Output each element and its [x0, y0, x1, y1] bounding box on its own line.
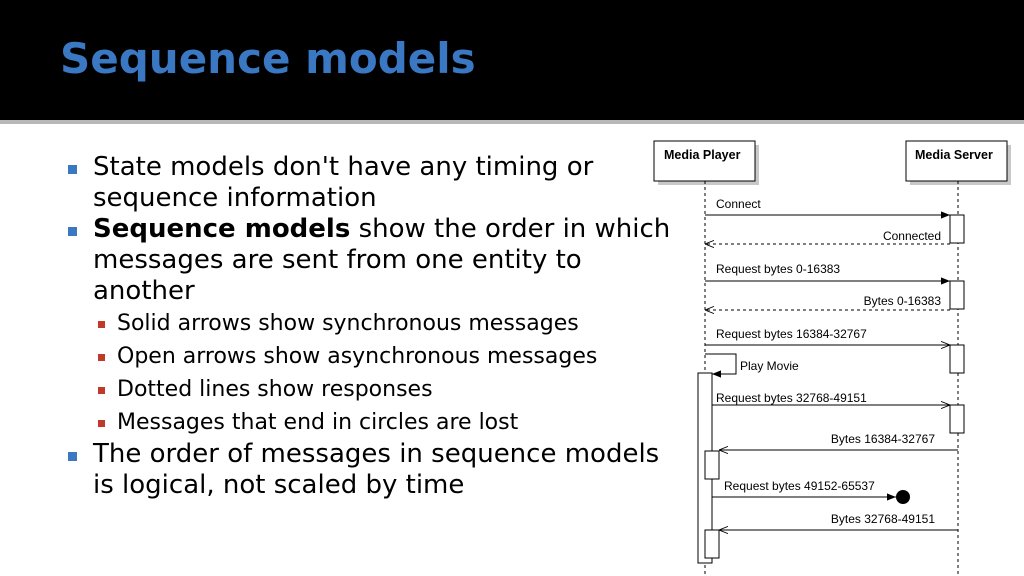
bullet-text: The order of messages in sequence models is logical, not scaled by time [93, 439, 660, 500]
message-label: Request bytes 16384-32767 [716, 327, 867, 341]
page-title: Sequence models [60, 34, 476, 83]
sub-bullet-item [62, 373, 672, 406]
bullet-text: Messages that end in circles are lost [117, 410, 519, 435]
sub-bullet-item [62, 307, 672, 340]
activation-bar [950, 405, 964, 433]
activation-bar [950, 281, 964, 309]
square-bullet-icon [68, 452, 77, 461]
sequence-diagram [640, 136, 1024, 576]
message-label: Bytes 32768-49151 [830, 512, 935, 526]
square-bullet-icon [68, 227, 77, 236]
bullet-item [62, 152, 672, 214]
actor-label-media-player: Media Player [664, 148, 741, 162]
title-bar [0, 0, 1024, 120]
bullet-item [62, 214, 672, 307]
message-label: Request bytes 0-16383 [716, 262, 841, 276]
square-sub-bullet-icon [98, 321, 105, 328]
bullet-text: State models don't have any timing or sequence information [93, 152, 594, 213]
activation-bar [950, 345, 964, 373]
bullet-item [62, 439, 672, 501]
bullet-text: Dotted lines show responses [117, 377, 433, 402]
actor-label-media-server: Media Server [915, 148, 993, 162]
square-sub-bullet-icon [98, 387, 105, 394]
message-label: Bytes 0-16383 [863, 294, 941, 308]
lost-message-circle-icon [896, 490, 910, 504]
slide-content [0, 126, 1024, 576]
bullet-text: Solid arrows show synchronous messages [117, 311, 579, 336]
sub-bullet-item [62, 340, 672, 373]
bullet-list [62, 152, 672, 501]
activation-bar [950, 215, 964, 243]
square-sub-bullet-icon [98, 420, 105, 427]
activation-bar [705, 451, 719, 479]
bullet-text: Open arrows show asynchronous messages [117, 344, 598, 369]
message-label: Play Movie [740, 359, 799, 373]
message-label: Bytes 16384-32767 [830, 432, 935, 446]
bullet-bold-term: Sequence models [93, 214, 351, 244]
sub-bullet-item [62, 406, 672, 439]
bullet-text: show the order in which messages are sent from one entity to another [93, 214, 671, 306]
square-bullet-icon [68, 165, 77, 174]
activation-bar [705, 530, 719, 558]
message-label: Request bytes 49152-65537 [724, 479, 875, 493]
message-label: Connected [882, 229, 941, 243]
square-sub-bullet-icon [98, 354, 105, 361]
self-message-arrow [705, 354, 736, 374]
message-label: Connect [716, 197, 761, 211]
message-label: Request bytes 32768-49151 [716, 391, 867, 405]
